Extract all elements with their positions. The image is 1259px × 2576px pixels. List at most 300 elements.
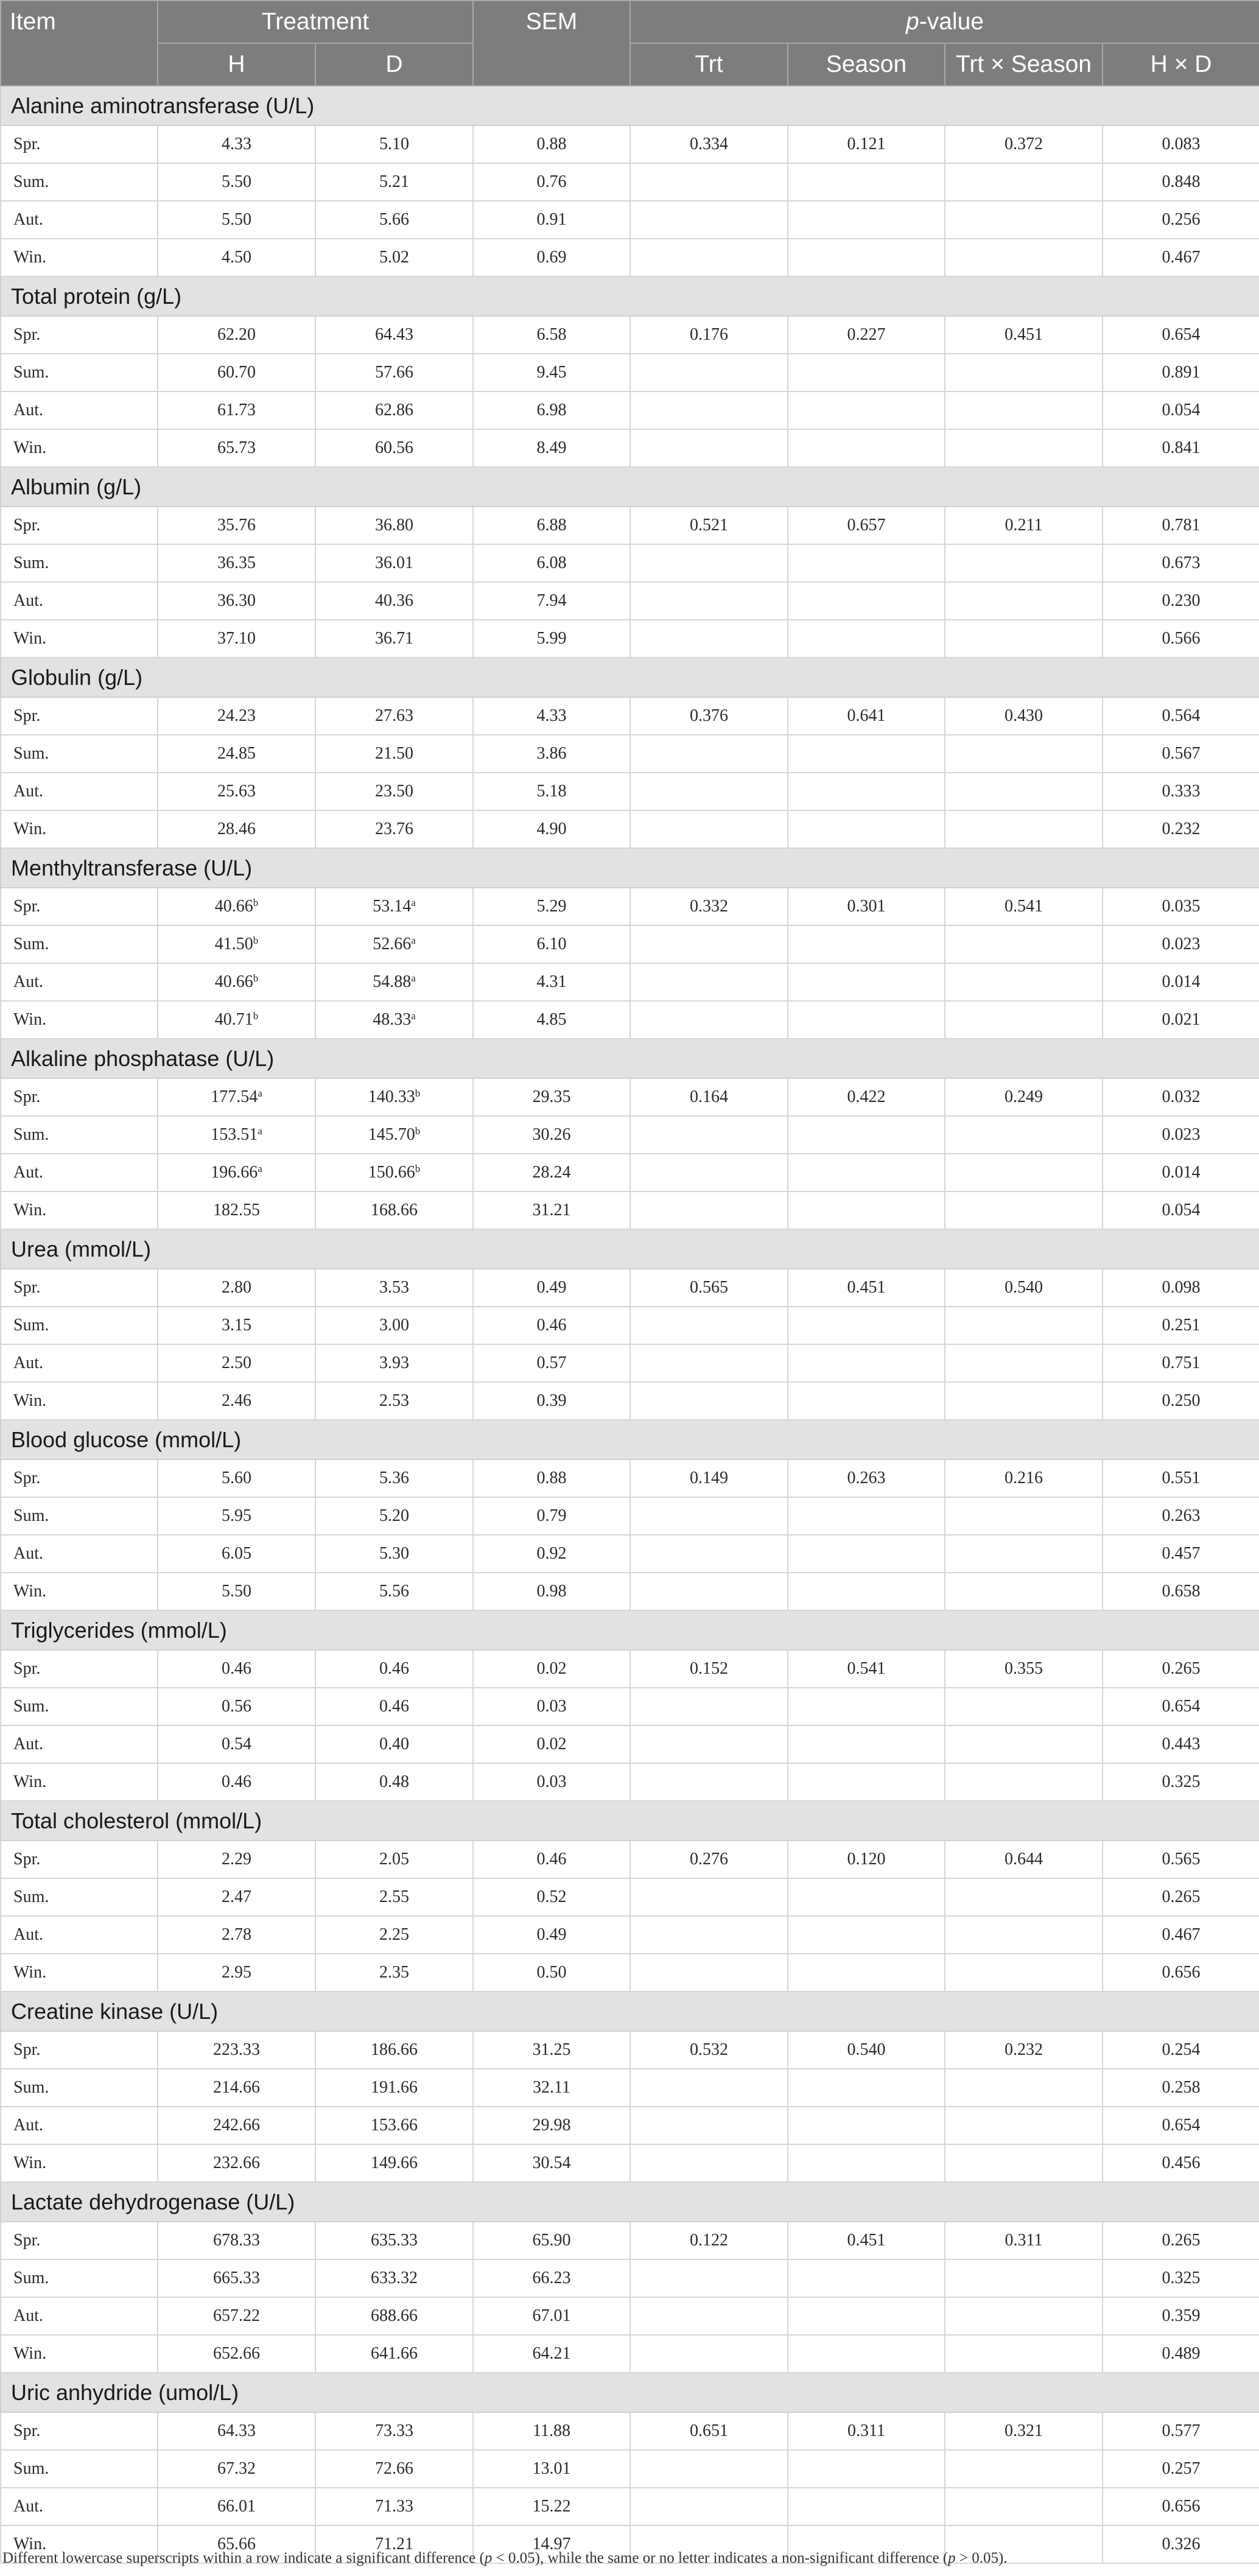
value-d-number: 633.32 [371, 2269, 418, 2287]
value-h [158, 1954, 315, 1992]
table-row [1, 735, 1259, 773]
pvalue-trt [630, 1916, 788, 1954]
header-hxd: H × D [1103, 43, 1259, 86]
value-h-number: 665.33 [213, 2269, 260, 2287]
season-label: Aut. [1, 1725, 158, 1763]
value-d [315, 963, 473, 1001]
value-sem: 0.39 [473, 1382, 630, 1420]
pvalue-trt [630, 1535, 788, 1573]
table-row [1, 544, 1259, 582]
value-d [315, 2335, 473, 2373]
pvalue-season [788, 963, 945, 1001]
pvalue-trt: 0.651 [630, 2412, 788, 2450]
value-sem: 6.98 [473, 391, 630, 429]
value-h [158, 888, 315, 925]
pvalue-hxd: 0.673 [1103, 544, 1259, 582]
value-sem: 0.91 [473, 201, 630, 239]
value-d-number: 40.36 [375, 591, 413, 610]
value-h-number: 66.01 [217, 2497, 256, 2516]
pvalue-season [788, 2488, 945, 2525]
value-h [158, 2488, 315, 2525]
pvalue-season [788, 582, 945, 620]
pvalue-trt: 0.565 [630, 1269, 788, 1307]
value-d-number: 60.56 [375, 438, 413, 457]
pvalue-trt-season: 0.644 [945, 1841, 1103, 1878]
value-sem: 29.98 [473, 2107, 630, 2144]
table-body [1, 86, 1259, 2563]
value-d [315, 2144, 473, 2182]
pvalue-trt-season [945, 239, 1103, 276]
table-row [1, 2222, 1259, 2259]
pvalue-season [788, 1916, 945, 1954]
value-d-number: 5.30 [379, 1544, 409, 1563]
value-h-number: 40.66 [214, 972, 253, 991]
pvalue-season: 0.301 [788, 888, 945, 925]
value-sem: 67.01 [473, 2297, 630, 2335]
value-sem: 0.46 [473, 1841, 630, 1878]
value-d-number: 150.66 [368, 1163, 415, 1182]
table-row [1, 1650, 1259, 1688]
value-sem: 0.46 [473, 1307, 630, 1344]
section-title: Blood glucose (mmol/L) [1, 1420, 1259, 1459]
value-d-superscript: a [411, 1010, 416, 1022]
value-h [158, 391, 315, 429]
season-label: Spr. [1, 316, 158, 354]
value-h-number: 232.66 [213, 2153, 260, 2172]
pvalue-hxd: 0.098 [1103, 1269, 1259, 1307]
pvalue-trt [630, 773, 788, 810]
pvalue-trt [630, 2297, 788, 2335]
season-label: Win. [1, 810, 158, 848]
value-d-superscript: a [411, 897, 416, 908]
value-d-number: 27.63 [375, 706, 413, 725]
pvalue-hxd: 0.265 [1103, 1650, 1259, 1688]
value-h-superscript: b [253, 897, 259, 908]
value-h [158, 1573, 315, 1610]
season-label: Sum. [1, 163, 158, 201]
pvalue-hxd: 0.021 [1103, 1001, 1259, 1039]
value-sem: 4.33 [473, 697, 630, 735]
value-d-number: 5.36 [379, 1469, 409, 1487]
value-d [315, 1650, 473, 1688]
value-h-number: 36.30 [217, 591, 256, 610]
table-row [1, 2069, 1259, 2107]
value-d [315, 1459, 473, 1497]
value-h-number: 25.63 [217, 782, 256, 801]
pvalue-season [788, 2107, 945, 2144]
season-label: Aut. [1, 2107, 158, 2144]
pvalue-hxd: 0.658 [1103, 1573, 1259, 1610]
value-d-number: 641.66 [371, 2344, 418, 2363]
section-title: Alanine aminotransferase (U/L) [1, 86, 1259, 125]
value-h [158, 2222, 315, 2259]
footnote-text-2: < 0.05), while the same or no letter indicates a non-significant difference ( [492, 2550, 949, 2566]
value-d [315, 1191, 473, 1229]
value-h [158, 1763, 315, 1801]
pvalue-trt [630, 1344, 788, 1382]
value-d [315, 391, 473, 429]
pvalue-trt-season [945, 1344, 1103, 1382]
value-h-superscript: a [258, 1163, 262, 1174]
value-d-number: 5.20 [379, 1506, 409, 1525]
season-label: Aut. [1, 201, 158, 239]
value-h-number: 2.78 [222, 1925, 251, 1944]
pvalue-trt: 0.122 [630, 2222, 788, 2259]
season-label: Win. [1, 1763, 158, 1801]
pvalue-trt-season [945, 1954, 1103, 1992]
pvalue-hxd: 0.083 [1103, 125, 1259, 163]
season-label: Aut. [1, 1916, 158, 1954]
table-row [1, 2031, 1259, 2069]
pvalue-trt: 0.276 [630, 1841, 788, 1878]
value-h [158, 1344, 315, 1382]
value-d-number: 2.55 [379, 1887, 409, 1906]
pvalue-trt-season: 0.249 [945, 1078, 1103, 1116]
value-d [315, 2031, 473, 2069]
pvalue-hxd: 0.035 [1103, 888, 1259, 925]
value-h-number: 36.35 [217, 553, 256, 572]
pvalue-trt-season [945, 1307, 1103, 1344]
pvalue-trt-season [945, 2259, 1103, 2297]
table-header [1, 1, 1259, 86]
pvalue-trt-season [945, 2107, 1103, 2144]
value-d [315, 1269, 473, 1307]
value-h-number: 35.76 [217, 516, 256, 535]
value-h-superscript: a [258, 1087, 262, 1099]
pvalue-hxd: 0.325 [1103, 1763, 1259, 1801]
pvalue-hxd: 0.551 [1103, 1459, 1259, 1497]
value-sem: 9.45 [473, 354, 630, 391]
pvalue-trt-season: 0.540 [945, 1269, 1103, 1307]
table-row [1, 316, 1259, 354]
value-d [315, 507, 473, 544]
value-d [315, 1916, 473, 1954]
value-sem: 0.02 [473, 1650, 630, 1688]
pvalue-trt: 0.152 [630, 1650, 788, 1688]
pvalue-trt-season [945, 1116, 1103, 1154]
table-row [1, 1725, 1259, 1763]
value-h-number: 0.46 [222, 1772, 251, 1791]
pvalue-hxd: 0.014 [1103, 963, 1259, 1001]
table-row [1, 429, 1259, 467]
pvalue-season [788, 2069, 945, 2107]
value-d [315, 888, 473, 925]
value-d [315, 163, 473, 201]
value-h [158, 2259, 315, 2297]
pvalue-season [788, 2450, 945, 2488]
table-row [1, 1841, 1259, 1878]
season-label: Win. [1, 239, 158, 276]
value-d [315, 1497, 473, 1535]
pvalue-trt [630, 1573, 788, 1610]
header-d: D [315, 43, 473, 86]
pvalue-hxd: 0.781 [1103, 507, 1259, 544]
pvalue-hxd: 0.841 [1103, 429, 1259, 467]
value-d [315, 2069, 473, 2107]
value-d-number: 0.46 [379, 1697, 409, 1716]
value-sem: 11.88 [473, 2412, 630, 2450]
pvalue-hxd: 0.325 [1103, 2259, 1259, 2297]
pvalue-trt [630, 429, 788, 467]
value-d-number: 54.88 [373, 972, 412, 991]
value-h-number: 64.33 [217, 2421, 256, 2440]
pvalue-hxd: 0.230 [1103, 582, 1259, 620]
season-label: Sum. [1, 1307, 158, 1344]
value-h-number: 5.50 [222, 1582, 251, 1601]
value-d [315, 1078, 473, 1116]
pvalue-season [788, 2297, 945, 2335]
value-d-number: 2.53 [379, 1391, 409, 1410]
value-d [315, 316, 473, 354]
header-h: H [158, 43, 315, 86]
pvalue-trt-season: 0.311 [945, 2222, 1103, 2259]
pvalue-trt: 0.149 [630, 1459, 788, 1497]
table-row [1, 2259, 1259, 2297]
pvalue-trt-season: 0.541 [945, 888, 1103, 925]
pvalue-trt-season [945, 1916, 1103, 1954]
value-d [315, 239, 473, 276]
pvalue-season [788, 1878, 945, 1916]
value-h-number: 678.33 [213, 2231, 260, 2250]
pvalue-hxd: 0.577 [1103, 2412, 1259, 2450]
value-d-number: 52.66 [373, 935, 412, 953]
value-sem: 66.23 [473, 2259, 630, 2297]
season-label: Sum. [1, 2069, 158, 2107]
pvalue-trt-season [945, 1001, 1103, 1039]
table-row [1, 2144, 1259, 2182]
pvalue-trt [630, 201, 788, 239]
value-h [158, 1078, 315, 1116]
pvalue-hxd: 0.265 [1103, 1878, 1259, 1916]
value-d [315, 2412, 473, 2450]
value-sem: 29.35 [473, 1078, 630, 1116]
value-d-number: 5.66 [379, 210, 409, 229]
value-d [315, 429, 473, 467]
pvalue-trt-season [945, 1382, 1103, 1420]
value-h [158, 1725, 315, 1763]
value-d-number: 21.50 [375, 744, 413, 763]
pvalue-trt-season [945, 2488, 1103, 2525]
pvalue-trt [630, 2450, 788, 2488]
value-sem: 28.24 [473, 1154, 630, 1191]
table-row [1, 773, 1259, 810]
value-h-number: 65.73 [217, 438, 256, 457]
pvalue-hxd: 0.443 [1103, 1725, 1259, 1763]
value-sem: 0.49 [473, 1916, 630, 1954]
pvalue-hxd: 0.656 [1103, 2488, 1259, 2525]
pvalue-season: 0.540 [788, 2031, 945, 2069]
pvalue-hxd: 0.326 [1103, 2525, 1259, 2563]
pvalue-season [788, 1154, 945, 1191]
season-label: Sum. [1, 1688, 158, 1725]
section-row [1, 658, 1259, 697]
value-d [315, 125, 473, 163]
season-label: Sum. [1, 1116, 158, 1154]
pvalue-season: 0.657 [788, 507, 945, 544]
pvalue-trt [630, 2069, 788, 2107]
pvalue-trt-season [945, 2069, 1103, 2107]
season-label: Spr. [1, 888, 158, 925]
value-sem: 6.58 [473, 316, 630, 354]
pvalue-trt: 0.376 [630, 697, 788, 735]
pvalue-trt [630, 544, 788, 582]
pvalue-season [788, 1344, 945, 1382]
pvalue-trt-season [945, 1725, 1103, 1763]
season-label: Aut. [1, 582, 158, 620]
pvalue-season [788, 1497, 945, 1535]
section-title: Uric anhydride (umol/L) [1, 2373, 1259, 2412]
pvalue-hxd: 0.891 [1103, 354, 1259, 391]
pvalue-hxd: 0.032 [1103, 1078, 1259, 1116]
value-d-number: 57.66 [375, 363, 413, 382]
pvalue-hxd: 0.359 [1103, 2297, 1259, 2335]
season-label: Sum. [1, 2450, 158, 2488]
pvalue-season [788, 391, 945, 429]
pvalue-hxd: 0.564 [1103, 697, 1259, 735]
value-h-number: 652.66 [213, 2344, 260, 2363]
table-row [1, 2107, 1259, 2144]
value-d-number: 2.35 [379, 1963, 409, 1982]
pvalue-season [788, 1573, 945, 1610]
section-title: Creatine kinase (U/L) [1, 1992, 1259, 2031]
section-row [1, 276, 1259, 316]
pvalue-trt-season [945, 544, 1103, 582]
value-sem: 6.10 [473, 925, 630, 963]
value-d-number: 23.50 [375, 782, 413, 801]
pvalue-hxd: 0.457 [1103, 1535, 1259, 1573]
pvalue-hxd: 0.256 [1103, 201, 1259, 239]
value-d-number: 168.66 [371, 1201, 418, 1220]
pvalue-trt-season [945, 429, 1103, 467]
pvalue-hxd: 0.014 [1103, 1154, 1259, 1191]
season-label: Win. [1, 1382, 158, 1420]
value-sem: 30.54 [473, 2144, 630, 2182]
pvalue-season: 0.311 [788, 2412, 945, 2450]
value-d [315, 354, 473, 391]
value-d [315, 1688, 473, 1725]
pvalue-trt: 0.164 [630, 1078, 788, 1116]
pvalue-hxd: 0.257 [1103, 2450, 1259, 2488]
value-sem: 5.29 [473, 888, 630, 925]
pvalue-season [788, 201, 945, 239]
pvalue-hxd: 0.054 [1103, 1191, 1259, 1229]
season-label: Win. [1, 2144, 158, 2182]
season-label: Aut. [1, 1535, 158, 1573]
value-h-number: 5.95 [222, 1506, 251, 1525]
value-d-number: 48.33 [373, 1010, 412, 1029]
pvalue-trt-season: 0.211 [945, 507, 1103, 544]
value-d-number: 23.76 [375, 819, 413, 838]
table-row [1, 1078, 1259, 1116]
value-d-number: 64.43 [375, 325, 413, 344]
table-row [1, 2335, 1259, 2373]
value-h [158, 773, 315, 810]
value-h [158, 1688, 315, 1725]
value-sem: 0.50 [473, 1954, 630, 1992]
value-h [158, 697, 315, 735]
value-d-number: 3.53 [379, 1278, 409, 1297]
value-sem: 4.85 [473, 1001, 630, 1039]
table-row [1, 925, 1259, 963]
value-h [158, 2144, 315, 2182]
pvalue-trt [630, 925, 788, 963]
value-h-superscript: b [253, 935, 259, 946]
header-sem: SEM [473, 1, 630, 86]
value-d [315, 1535, 473, 1573]
value-h-number: 5.60 [222, 1469, 251, 1487]
pvalue-hxd: 0.456 [1103, 2144, 1259, 2182]
value-h [158, 2335, 315, 2373]
value-sem: 0.57 [473, 1344, 630, 1382]
pvalue-season [788, 1001, 945, 1039]
value-sem: 4.31 [473, 963, 630, 1001]
season-label: Spr. [1, 2222, 158, 2259]
pvalue-season [788, 2335, 945, 2373]
value-h-number: 5.50 [222, 172, 251, 191]
value-d-number: 53.14 [373, 897, 412, 916]
value-h-number: 177.54 [211, 1087, 258, 1106]
value-d [315, 1954, 473, 1992]
value-h [158, 620, 315, 658]
value-sem: 32.11 [473, 2069, 630, 2107]
pvalue-hxd: 0.333 [1103, 773, 1259, 810]
value-h-number: 62.20 [217, 325, 256, 344]
pvalue-trt [630, 2144, 788, 2182]
value-h-number: 61.73 [217, 401, 256, 419]
pvalue-hxd: 0.654 [1103, 1688, 1259, 1725]
value-h-number: 41.50 [214, 935, 253, 953]
pvalue-trt [630, 735, 788, 773]
value-d-number: 36.80 [375, 516, 413, 535]
pvalue-trt [630, 354, 788, 391]
value-sem: 3.86 [473, 735, 630, 773]
section-title: Triglycerides (mmol/L) [1, 1610, 1259, 1650]
value-h-number: 153.51 [211, 1125, 258, 1144]
value-d [315, 1763, 473, 1801]
season-label: Win. [1, 1573, 158, 1610]
value-sem: 0.92 [473, 1535, 630, 1573]
value-d [315, 697, 473, 735]
table-row [1, 582, 1259, 620]
pvalue-trt [630, 2488, 788, 2525]
value-sem: 8.49 [473, 429, 630, 467]
value-sem: 65.90 [473, 2222, 630, 2259]
value-h [158, 582, 315, 620]
section-row [1, 1229, 1259, 1269]
pvalue-trt-season [945, 1154, 1103, 1191]
value-h [158, 1459, 315, 1497]
value-h [158, 963, 315, 1001]
pvalue-season [788, 1688, 945, 1725]
pvalue-trt [630, 582, 788, 620]
section-title: Globulin (g/L) [1, 658, 1259, 697]
value-h-number: 2.29 [222, 1850, 251, 1869]
value-sem: 0.98 [473, 1573, 630, 1610]
header-row-2 [1, 43, 1259, 86]
season-label: Aut. [1, 1344, 158, 1382]
season-label: Sum. [1, 354, 158, 391]
value-h [158, 1878, 315, 1916]
pvalue-season: 0.451 [788, 2222, 945, 2259]
value-h-number: 24.85 [217, 744, 256, 763]
table-row [1, 2450, 1259, 2488]
value-h [158, 1535, 315, 1573]
pvalue-hxd: 0.250 [1103, 1382, 1259, 1420]
pvalue-trt-season [945, 1573, 1103, 1610]
section-row [1, 1801, 1259, 1841]
section-title: Lactate dehydrogenase (U/L) [1, 2182, 1259, 2222]
pvalue-trt-season [945, 1497, 1103, 1535]
